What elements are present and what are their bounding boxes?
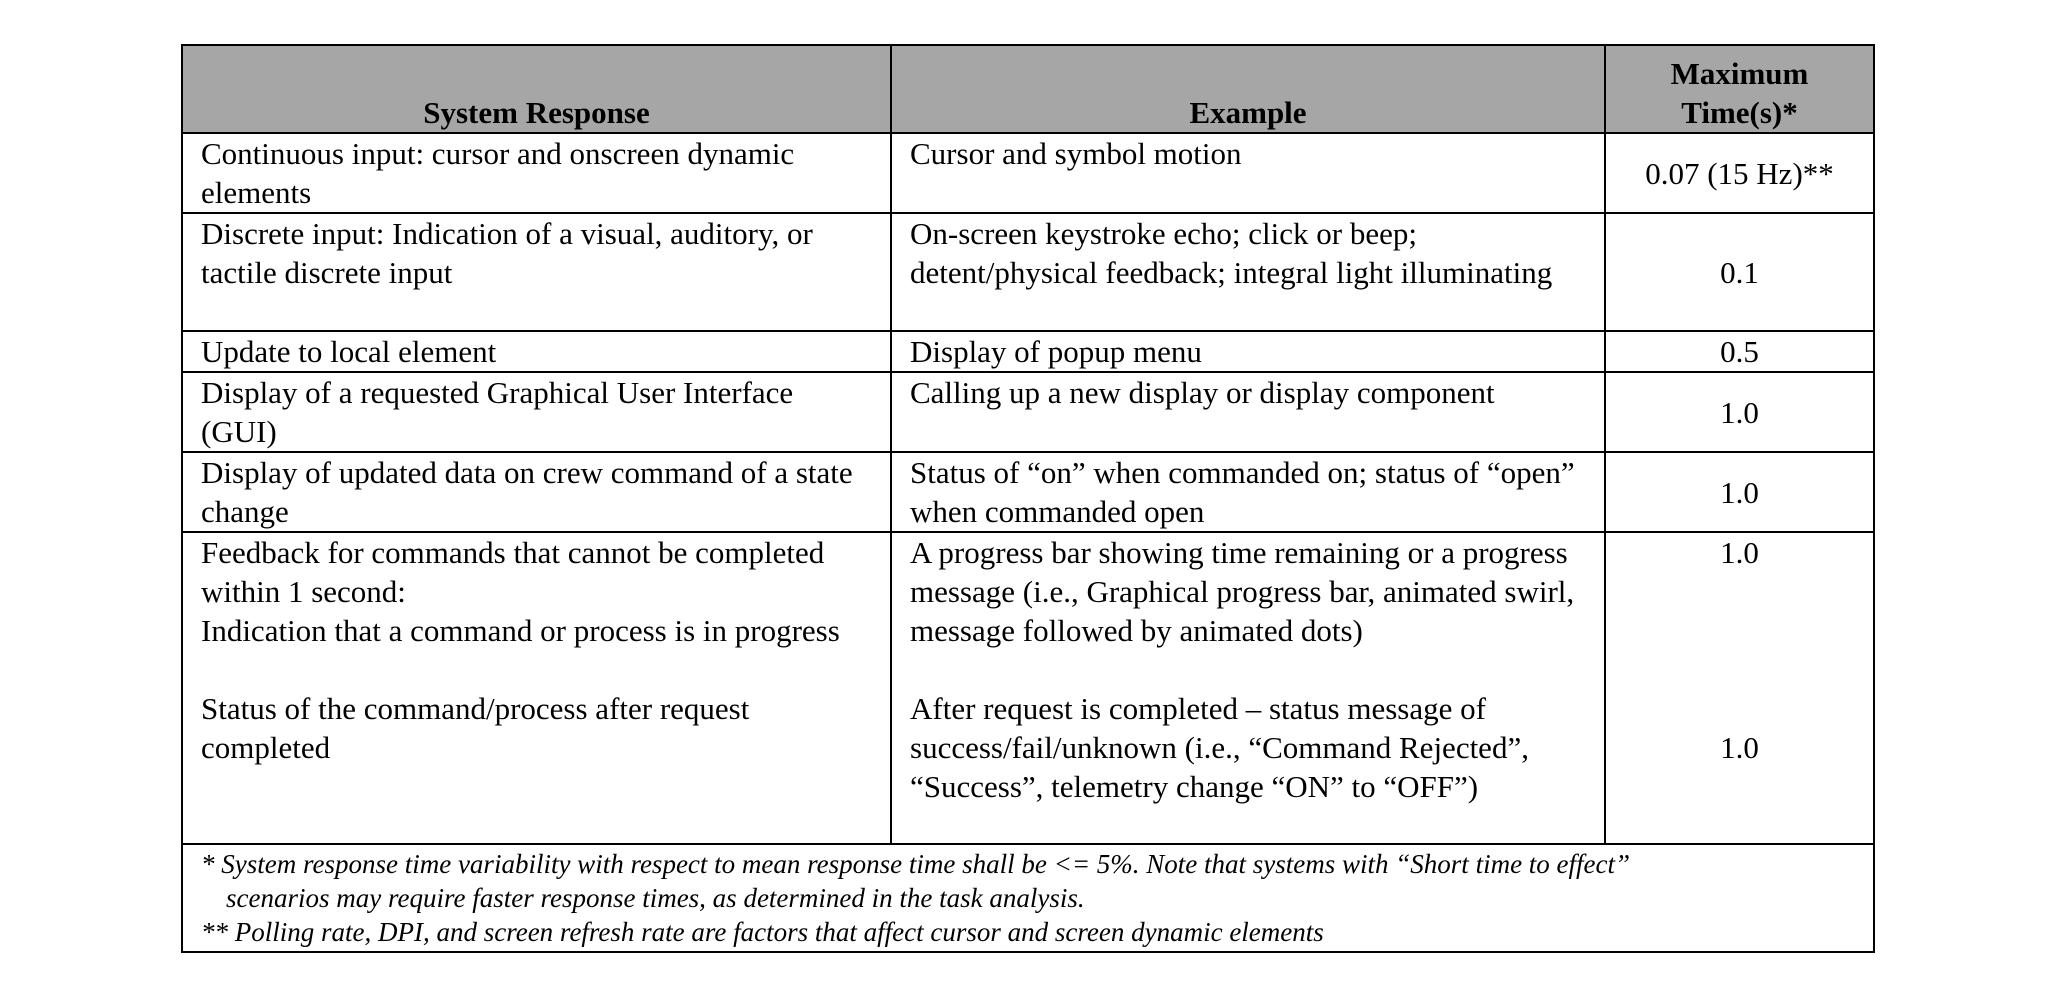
footnote-2: ** Polling rate, DPI, and screen refresh rate are factors that affect cursor and screen dynamic elements xyxy=(201,917,1324,947)
response-cell: Display of updated data on crew command of a state change xyxy=(182,452,891,532)
response-time-table-container xyxy=(181,44,1873,953)
table-row xyxy=(182,133,1874,213)
example-cell: On-screen keystroke echo; click or beep; detent/physical feedback; integral light illuminating xyxy=(891,213,1605,331)
time-cell: 1.0 xyxy=(1605,452,1874,532)
example-cell: Display of popup menu xyxy=(891,331,1605,372)
header-maximum-time: Maximum Time(s)* xyxy=(1605,45,1874,133)
response-cell: Update to local element xyxy=(182,331,891,372)
header-example: Example xyxy=(891,45,1605,133)
response-in-progress: Indication that a command or process is in progress xyxy=(201,613,840,648)
footnote-1-continued: scenarios may require faster response times, as determined in the task analysis. xyxy=(226,883,1085,913)
example-progress: A progress bar showing time remaining or a progress message (i.e., Graphical progress bar, animated swirl, message followed by animated dots) xyxy=(910,535,1575,648)
response-cell xyxy=(182,532,891,844)
example-cell: Cursor and symbol motion xyxy=(891,133,1605,213)
response-feedback-intro: Feedback for commands that cannot be completed within 1 second: xyxy=(201,535,825,609)
response-cell: Display of a requested Graphical User Interface (GUI) xyxy=(182,372,891,452)
response-cell: Discrete input: Indication of a visual, auditory, or tactile discrete input xyxy=(182,213,891,331)
example-cell: Status of “on” when commanded on; status of “open” when commanded open xyxy=(891,452,1605,532)
time-cell xyxy=(1605,532,1874,844)
response-time-table xyxy=(181,44,1875,953)
header-system-response: System Response xyxy=(182,45,891,133)
time-cell: 1.0 xyxy=(1605,372,1874,452)
time-cell: 0.5 xyxy=(1605,331,1874,372)
table-row xyxy=(182,331,1874,372)
table-row xyxy=(182,532,1874,844)
footnote-1: * System response time variability with respect to mean response time shall be <= 5%. Note that systems with “Short time to effect” xyxy=(201,849,1631,879)
response-cell: Continuous input: cursor and onscreen dynamic elements xyxy=(182,133,891,213)
table-header-row xyxy=(182,45,1874,133)
example-completed: After request is completed – status message of success/fail/unknown (i.e., “Command Rejected”, “Success”, telemetry change “ON” to “OFF”) xyxy=(910,691,1529,804)
example-cell: Calling up a new display or display component xyxy=(891,372,1605,452)
table-row xyxy=(182,372,1874,452)
example-cell xyxy=(891,532,1605,844)
table-footnotes xyxy=(182,844,1874,952)
time-cell: 0.07 (15 Hz)** xyxy=(1605,133,1874,213)
table-row xyxy=(182,213,1874,331)
time-in-progress: 1.0 xyxy=(1720,535,1759,570)
table-notes-row xyxy=(182,844,1874,952)
table-row xyxy=(182,452,1874,532)
time-after-request: 1.0 xyxy=(1720,730,1759,765)
response-after-request: Status of the command/process after request completed xyxy=(201,691,750,765)
time-cell: 0.1 xyxy=(1605,213,1874,331)
